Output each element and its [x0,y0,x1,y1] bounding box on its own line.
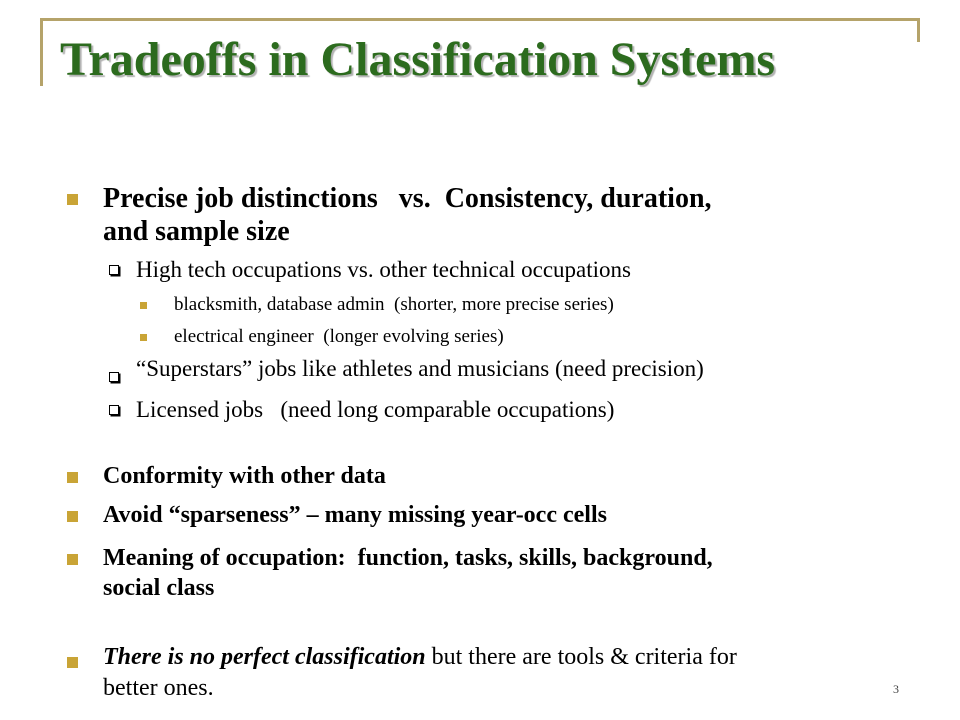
sub-sub-bullet-1: blacksmith, database admin (shorter, more precise series) [174,294,614,315]
bullet-square [67,511,78,522]
bullet-4-line-2: social class [103,575,215,601]
bullet-square [67,472,78,483]
sub-bullet-3: Licensed jobs (need long comparable occupations) [136,397,615,422]
bullet-1-line-2: and sample size [103,216,290,247]
bullet-square [67,554,78,565]
bullet-square [140,334,147,341]
page-number: 3 [893,682,899,696]
hollow-square-bullet [109,265,119,275]
bullet-5-line-1 [103,644,737,670]
slide-title: Tradeoffs in Classification Systems [60,33,776,86]
bullet-square [67,194,78,205]
bullet-square [67,657,78,668]
sub-bullet-1: High tech occupations vs. other technical occupations [136,257,631,282]
bullet-5-line-2: better ones. [103,675,214,701]
sub-sub-bullet-2: electrical engineer (longer evolving series) [174,326,504,347]
bullet-square [140,302,147,309]
bullet-1-line-1: Precise job distinctions vs. Consistency, duration, [103,183,712,214]
bullet-5-emphasis: There is no perfect classification [103,644,426,670]
hollow-square-bullet [109,372,119,382]
bullet-5-rest: but there are tools & criteria for [425,644,737,670]
hollow-square-bullet [109,405,119,415]
bullet-3: Avoid “sparseness” – many missing year-occ cells [103,502,607,528]
sub-bullet-2: “Superstars” jobs like athletes and musicians (need precision) [136,356,704,381]
bullet-4-line-1: Meaning of occupation: function, tasks, skills, background, [103,545,713,571]
bullet-2: Conformity with other data [103,463,386,489]
